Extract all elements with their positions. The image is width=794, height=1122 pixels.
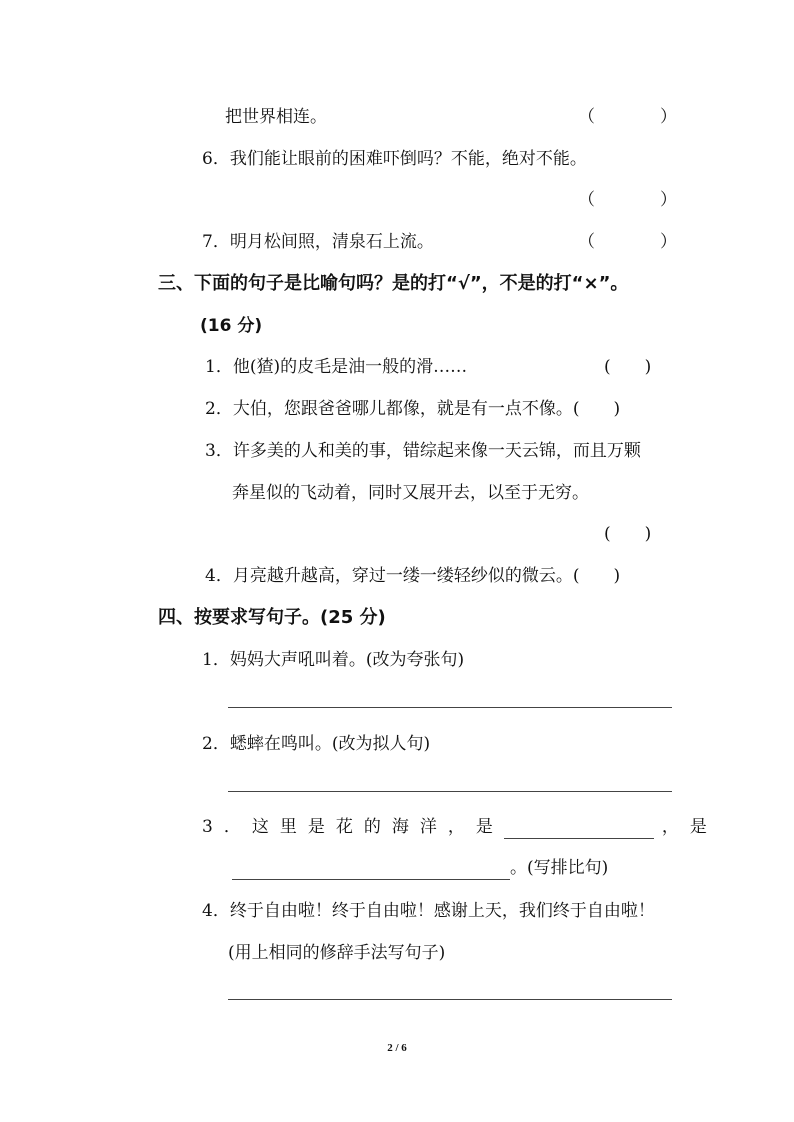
page-number: 2 / 6 — [387, 1042, 407, 1054]
s4-item3-part-a: 3．这里是花的海洋，是 — [202, 817, 504, 837]
s4-item2-text: 2．蟋蟀在鸣叫。(改为拟人句) — [202, 734, 431, 754]
answer-paren-open-6: （ — [578, 190, 595, 210]
answer-paren-open-7: （ — [578, 232, 595, 252]
s3-item3-answer: ( ) — [604, 524, 652, 544]
s4-item3-blank2[interactable] — [232, 861, 510, 880]
s4-item4-line2: (用上相同的修辞手法写句子) — [228, 943, 446, 963]
answer-paren-close-7: ） — [660, 232, 677, 252]
section3-heading: 三、下面的句子是比喻句吗？是的打“√”，不是的打“×”。 — [158, 273, 629, 294]
item5-continuation: 把世界相连。 — [225, 107, 327, 127]
s3-item3-line2: 奔星似的飞动着，同时又展开去，以至于无穷。 — [232, 483, 589, 503]
s4-item3-line1 — [202, 815, 718, 839]
section4-heading: 四、按要求写句子。(25 分) — [158, 607, 386, 628]
s3-item2-text: 2．大伯，您跟爸爸哪儿都像，就是有一点不像。( ) — [205, 399, 621, 419]
s4-item3-part-c: 。(写排比句) — [510, 858, 609, 878]
s4-item3-blank1[interactable] — [504, 820, 654, 839]
s4-item3-part-b: ，是 — [661, 817, 718, 837]
s3-item1-text: 1．他(猹)的皮毛是油一般的滑…… — [205, 357, 468, 377]
s4-item2-answer-line[interactable] — [228, 791, 672, 792]
s4-item1-text: 1．妈妈大声吼叫着。(改为夸张句) — [202, 650, 465, 670]
s4-item4-answer-line[interactable] — [228, 999, 672, 1000]
s3-item1-answer: ( ) — [604, 357, 652, 377]
s4-item3-line2 — [232, 856, 608, 880]
s3-item3-line1: 3．许多美的人和美的事，错综起来像一天云锦，而且万颗 — [205, 441, 641, 461]
item7-text: 7．明月松间照，清泉石上流。 — [202, 232, 434, 252]
s3-item4-text: 4．月亮越升越高，穿过一缕一缕轻纱似的微云。( ) — [205, 566, 621, 586]
section3-score: (16 分) — [200, 316, 263, 336]
s4-item1-answer-line[interactable] — [228, 707, 672, 708]
answer-paren-close-5: ） — [660, 107, 677, 127]
s4-item4-line1: 4．终于自由啦！终于自由啦！感谢上天，我们终于自由啦！ — [202, 901, 655, 921]
item6-text: 6．我们能让眼前的困难吓倒吗？不能，绝对不能。 — [202, 149, 587, 169]
answer-paren-close-6: ） — [660, 190, 677, 210]
answer-paren-open-5: （ — [578, 107, 595, 127]
